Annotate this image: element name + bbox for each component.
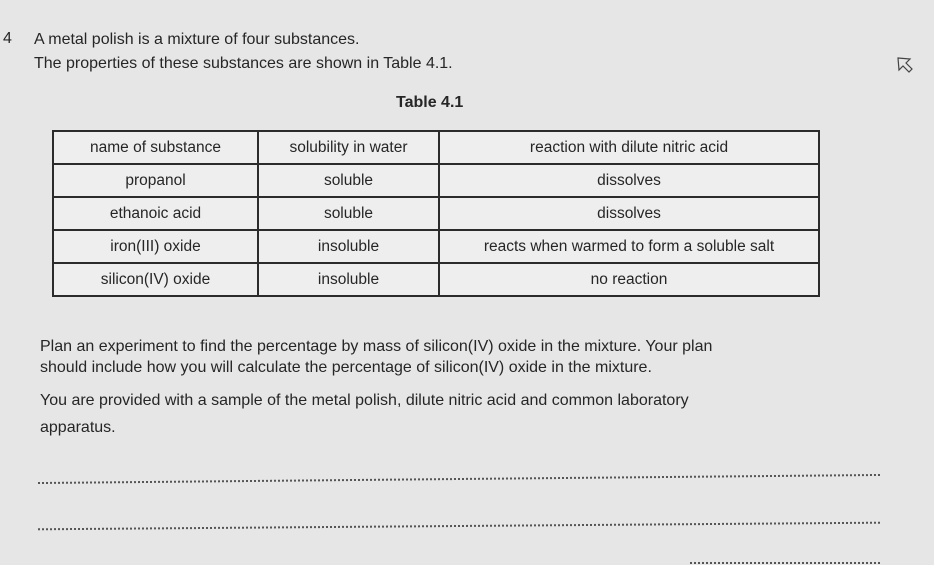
cell-solubility: soluble <box>258 164 439 197</box>
answer-line[interactable] <box>690 562 880 564</box>
cell-reaction: dissolves <box>439 164 819 197</box>
cell-reaction: dissolves <box>439 197 819 230</box>
cell-solubility: insoluble <box>258 230 439 263</box>
mouse-pointer-icon <box>896 56 916 78</box>
cell-name: propanol <box>53 164 258 197</box>
cell-name: silicon(IV) oxide <box>53 263 258 296</box>
cell-solubility: soluble <box>258 197 439 230</box>
cell-solubility: insoluble <box>258 263 439 296</box>
plan-line-1: Plan an experiment to find the percentage by mass of silicon(IV) oxide in the mixture. Your plan <box>40 338 713 355</box>
provided-materials <box>40 390 880 438</box>
intro-line-1: A metal polish is a mixture of four substances. <box>34 31 360 48</box>
table-caption: Table 4.1 <box>396 94 464 111</box>
table-row <box>53 197 819 230</box>
cell-name: iron(III) oxide <box>53 230 258 263</box>
header-name: name of substance <box>53 131 258 164</box>
cell-name: ethanoic acid <box>53 197 258 230</box>
provided-line-2: apparatus. <box>40 419 116 436</box>
table-row <box>53 263 819 296</box>
plan-instruction <box>40 336 880 378</box>
provided-line-1: You are provided with a sample of the metal polish, dilute nitric acid and common laboratory <box>40 392 689 409</box>
answer-line[interactable] <box>38 474 880 484</box>
header-reaction: reaction with dilute nitric acid <box>439 131 819 164</box>
table-row <box>53 230 819 263</box>
cell-reaction: no reaction <box>439 263 819 296</box>
question-intro <box>34 28 453 76</box>
table-header-row <box>53 131 819 164</box>
question-number: 4 <box>3 30 12 47</box>
header-solubility: solubility in water <box>258 131 439 164</box>
properties-table <box>52 130 820 297</box>
plan-line-2: should include how you will calculate the percentage of silicon(IV) oxide in the mixture. <box>40 359 652 376</box>
table-row <box>53 164 819 197</box>
answer-line[interactable] <box>38 522 880 531</box>
cell-reaction: reacts when warmed to form a soluble salt <box>439 230 819 263</box>
intro-line-2: The properties of these substances are shown in Table 4.1. <box>34 55 453 72</box>
